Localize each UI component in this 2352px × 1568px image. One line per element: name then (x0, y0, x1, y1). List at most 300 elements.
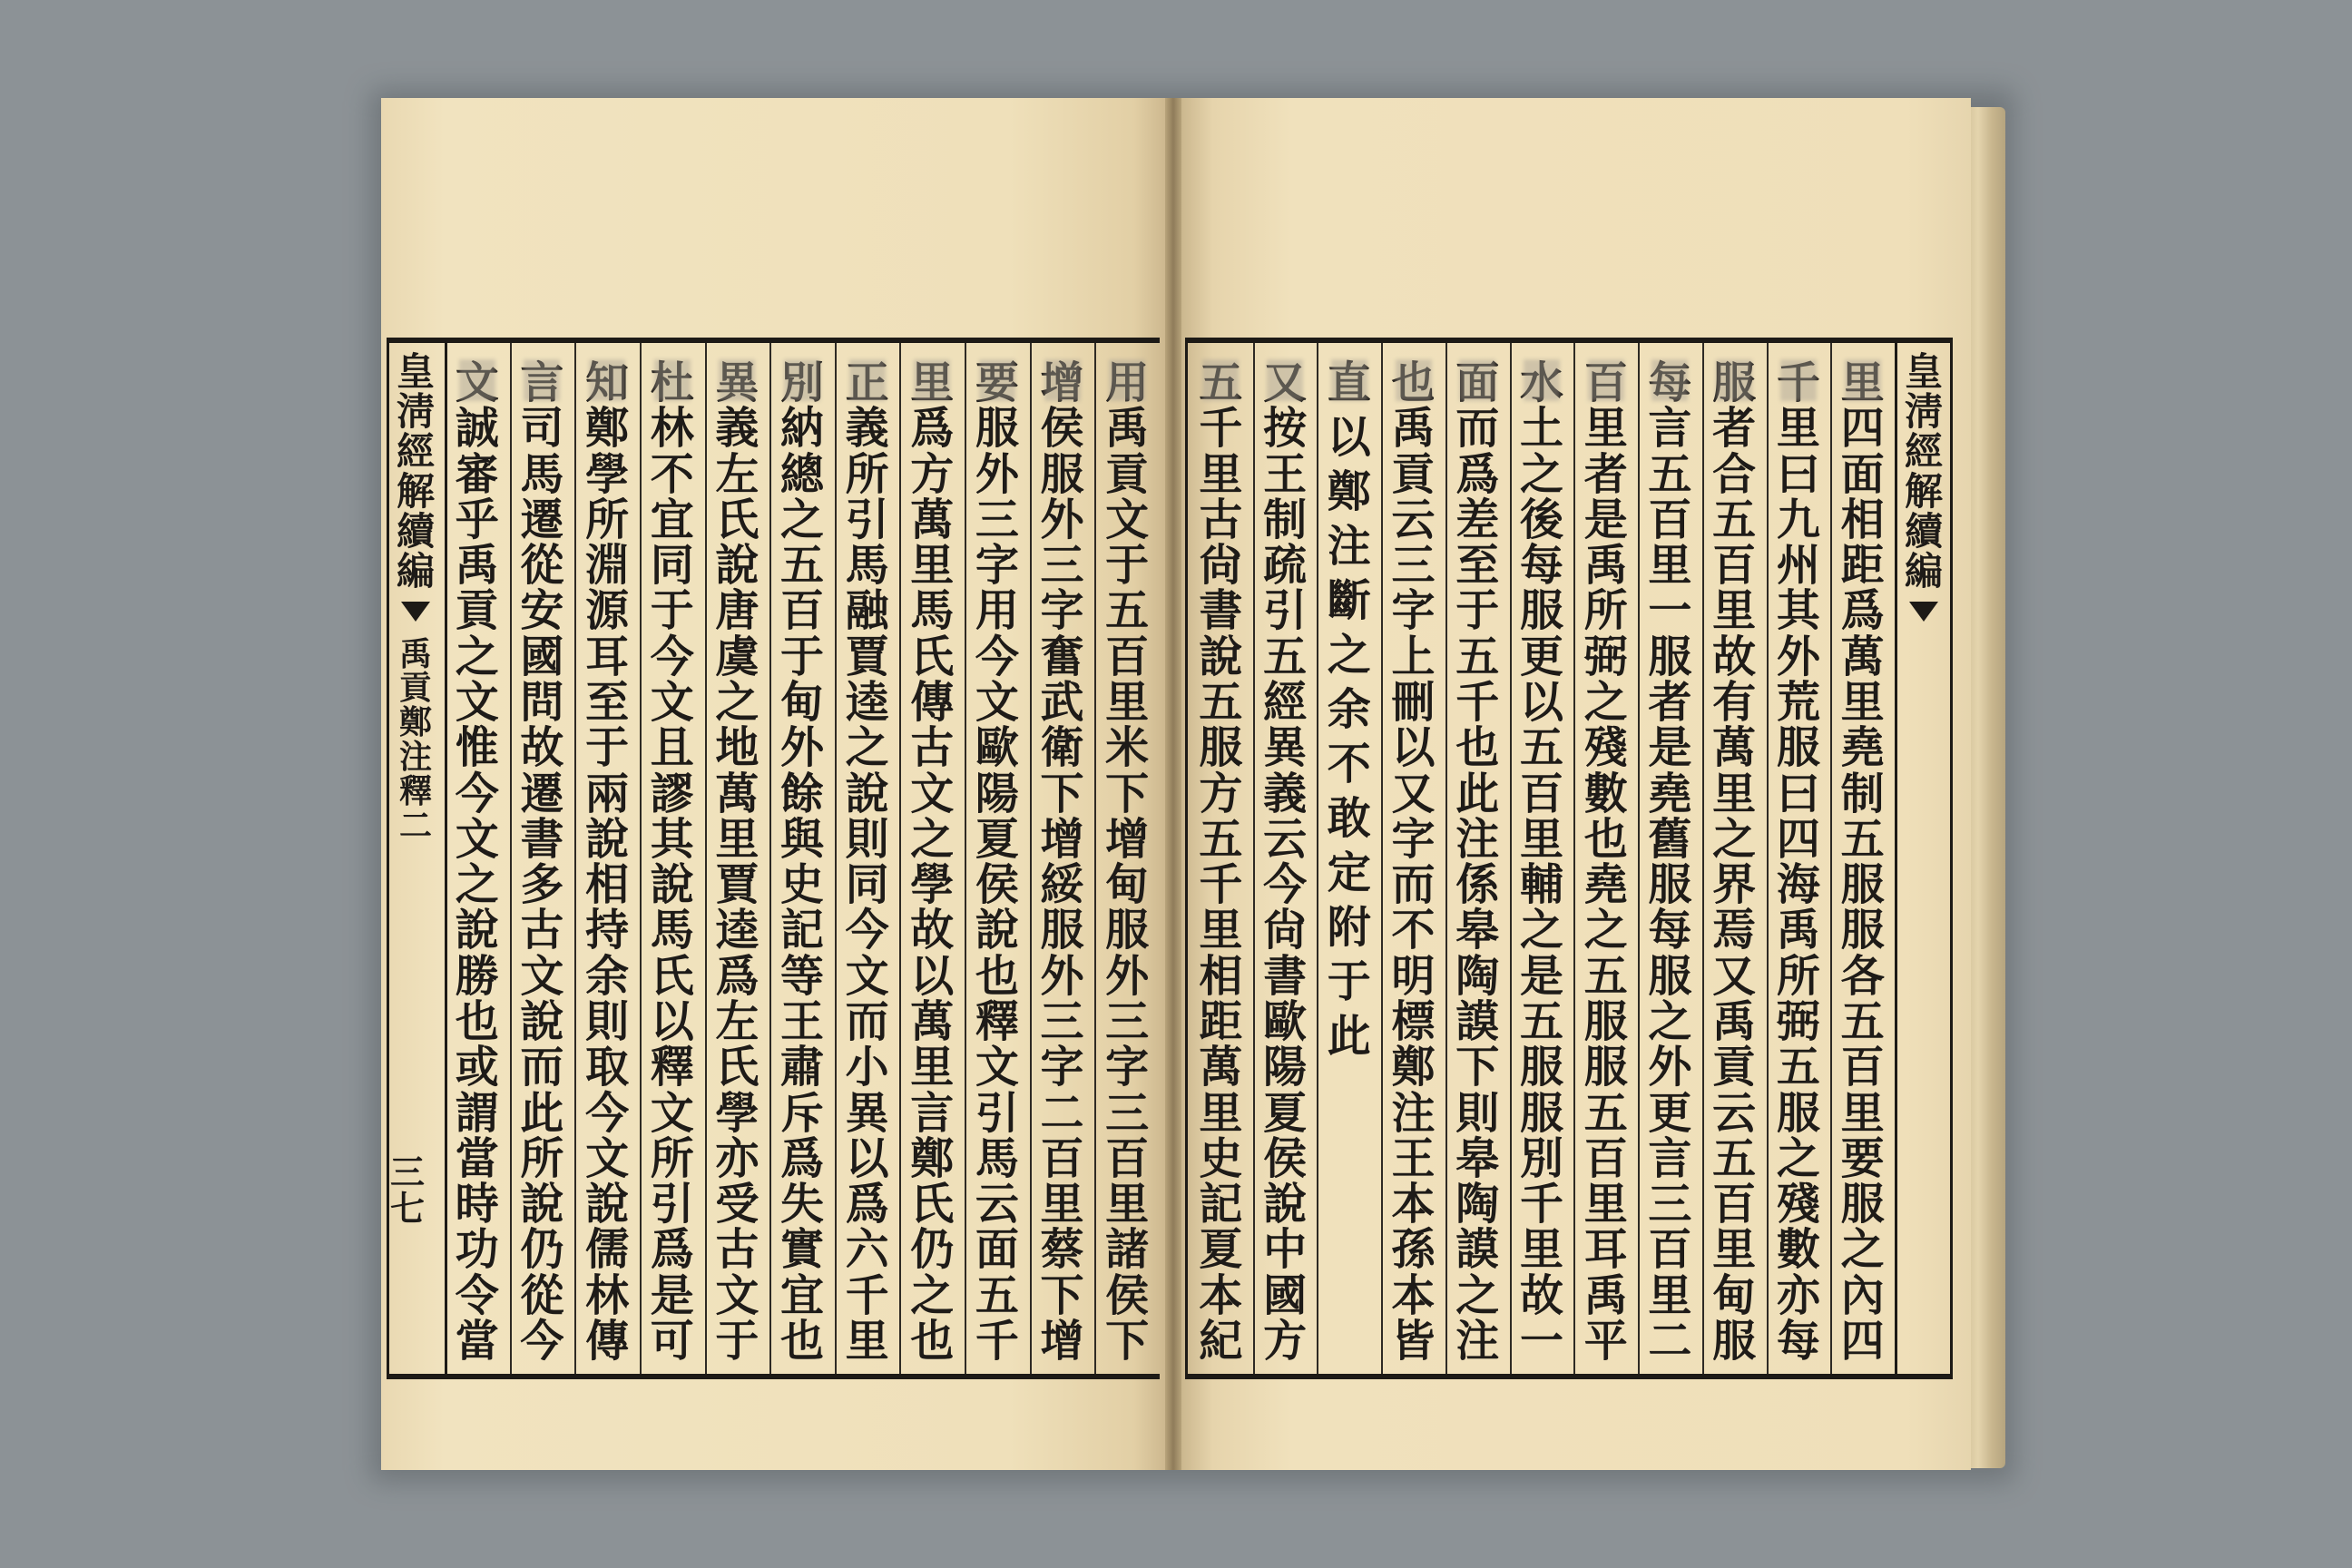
column-rule (1702, 343, 1704, 1374)
glyph: 異 (715, 358, 760, 408)
banxin-folio (390, 1152, 441, 1230)
fish-tail-mark (1909, 602, 1938, 622)
glyph: 以 (1519, 676, 1563, 728)
column-rule (1317, 343, 1318, 1374)
glyph: 弼 (1776, 995, 1820, 1047)
glyph: 從 (520, 1269, 564, 1321)
glyph: 淸 (1904, 389, 1943, 435)
glyph: 鄭 (910, 1132, 955, 1184)
glyph: 甸 (779, 676, 824, 728)
glyph: 文 (715, 1269, 760, 1321)
glyph: 相 (1840, 494, 1885, 545)
glyph: 持 (585, 905, 630, 956)
glyph: 賈 (845, 631, 889, 682)
glyph: 歐 (1263, 995, 1308, 1047)
glyph: 至 (1455, 540, 1500, 592)
glyph: 數 (1583, 768, 1628, 819)
glyph: 也 (779, 1315, 824, 1367)
glyph: 注 (1327, 521, 1371, 572)
glyph: 數 (1776, 1224, 1820, 1276)
glyph: 四 (1776, 813, 1820, 865)
text-column (510, 358, 575, 1367)
glyph: 又 (1263, 358, 1308, 408)
glyph: 與 (779, 813, 824, 865)
glyph: 鄭 (585, 403, 630, 455)
glyph: 里 (1712, 585, 1757, 637)
text-column (1702, 358, 1767, 1367)
glyph: 杜 (650, 358, 694, 408)
glyph: 尙 (1263, 905, 1308, 956)
glyph: 司 (520, 403, 564, 455)
glyph: 侯 (1263, 1132, 1308, 1184)
glyph: 國 (1263, 1269, 1308, 1321)
glyph: 蔡 (1040, 1224, 1084, 1276)
glyph: 五 (1199, 358, 1243, 408)
column-rule (899, 343, 901, 1374)
right-banxin (1898, 349, 1949, 1363)
glyph: 逵 (715, 905, 760, 956)
glyph: 五 (1583, 950, 1628, 1002)
glyph: 之 (1455, 1269, 1500, 1321)
glyph: 古 (520, 905, 564, 956)
glyph: 左 (715, 995, 760, 1047)
glyph: 平 (1583, 1315, 1628, 1367)
glyph: 里 (1583, 1179, 1628, 1230)
glyph: 上 (1391, 631, 1436, 682)
glyph: 于 (585, 722, 630, 774)
glyph: 則 (1455, 1087, 1500, 1139)
glyph: 書 (1199, 585, 1243, 637)
text-column (1094, 358, 1160, 1367)
text-column (1253, 358, 1318, 1367)
banxin-title (396, 349, 435, 594)
glyph: 今 (520, 1315, 564, 1367)
column-rule (640, 343, 642, 1374)
glyph: 之 (910, 1269, 955, 1321)
glyph: 按 (1263, 403, 1308, 455)
glyph: 也 (1455, 722, 1500, 774)
glyph: 則 (585, 995, 630, 1047)
glyph: 萬 (1840, 631, 1885, 682)
glyph: 里 (1105, 676, 1150, 728)
glyph: 傳 (910, 676, 955, 728)
glyph: 明 (1391, 950, 1436, 1002)
glyph: 者 (1583, 448, 1628, 500)
glyph: 三 (390, 1152, 426, 1193)
glyph: 以 (1391, 722, 1436, 774)
column-rule (1638, 343, 1640, 1374)
glyph: 續 (396, 509, 435, 554)
glyph: 當 (455, 1132, 499, 1184)
glyph: 于 (715, 1315, 760, 1367)
glyph: 百 (779, 585, 824, 637)
glyph: 林 (585, 1269, 630, 1321)
glyph: 五 (975, 1269, 1019, 1321)
glyph: 解 (1904, 469, 1943, 514)
glyph: 誠 (455, 403, 499, 455)
glyph: 下 (1040, 1269, 1084, 1321)
glyph: 增 (1040, 1315, 1084, 1367)
glyph: 陶 (1455, 1179, 1500, 1230)
glyph: 融 (845, 585, 889, 637)
glyph: 下 (1040, 768, 1084, 819)
glyph: 鄭 (1391, 1042, 1436, 1093)
glyph: 編 (396, 549, 435, 594)
glyph: 學 (715, 1087, 760, 1139)
glyph: 余 (1327, 684, 1371, 735)
glyph: 貢 (455, 585, 499, 637)
glyph: 則 (845, 813, 889, 865)
glyph: 說 (585, 813, 630, 865)
glyph: 源 (585, 585, 630, 637)
glyph: 每 (1648, 358, 1692, 408)
glyph: 審 (455, 448, 499, 500)
glyph: 氏 (910, 1179, 955, 1230)
glyph: 面 (1840, 448, 1885, 500)
glyph: 侯 (1105, 1269, 1150, 1321)
glyph: 書 (520, 813, 564, 865)
glyph: 肅 (779, 1042, 824, 1093)
glyph: 夏 (1199, 1224, 1243, 1276)
glyph: 字 (1040, 1042, 1084, 1093)
glyph: 以 (650, 995, 694, 1047)
glyph: 面 (1455, 358, 1500, 408)
glyph: 故 (1519, 1269, 1563, 1321)
glyph: 本 (1391, 1269, 1436, 1321)
glyph: 有 (1712, 676, 1757, 728)
glyph: 後 (1519, 494, 1563, 545)
glyph: 奮 (1040, 631, 1084, 682)
glyph: 今 (455, 768, 499, 819)
glyph: 字 (975, 540, 1019, 592)
text-column (1573, 358, 1638, 1367)
glyph: 仍 (520, 1224, 564, 1276)
glyph: 要 (1840, 1132, 1885, 1184)
glyph: 今 (585, 1087, 630, 1139)
glyph: 五 (1519, 722, 1563, 774)
glyph: 爲 (910, 403, 955, 455)
glyph: 義 (845, 403, 889, 455)
banxin-section-title (398, 634, 432, 845)
faded-glyph-mark (1109, 359, 1145, 401)
glyph: 此 (520, 1087, 564, 1139)
glyph: 字 (1391, 813, 1436, 865)
glyph: 氏 (910, 631, 955, 682)
glyph: 夏 (1263, 1087, 1308, 1139)
faded-glyph-mark (654, 359, 691, 401)
glyph: 仍 (910, 1224, 955, 1276)
glyph: 于 (1455, 585, 1500, 637)
glyph: 七 (390, 1188, 426, 1230)
glyph: 本 (1199, 1269, 1243, 1321)
glyph: 孫 (1391, 1224, 1436, 1276)
glyph: 取 (585, 1042, 630, 1093)
glyph: 方 (1199, 768, 1243, 819)
glyph: 時 (455, 1179, 499, 1230)
glyph: 相 (585, 859, 630, 911)
glyph: 也 (910, 1315, 955, 1367)
faded-glyph-mark (524, 359, 560, 401)
glyph: 服 (1583, 1042, 1628, 1093)
glyph: 引 (975, 1087, 1019, 1139)
glyph: 是 (1519, 950, 1563, 1002)
glyph: 陶 (1455, 950, 1500, 1002)
glyph: 里 (910, 358, 955, 408)
glyph: 二 (1040, 1087, 1084, 1139)
glyph: 于 (779, 631, 824, 682)
glyph: 之 (1712, 813, 1757, 865)
glyph: 總 (779, 448, 824, 500)
glyph: 其 (1776, 585, 1820, 637)
glyph: 海 (1776, 859, 1820, 911)
glyph: 受 (715, 1179, 760, 1230)
glyph: 增 (1040, 358, 1084, 408)
glyph: 禹 (1391, 403, 1436, 455)
glyph: 萬 (910, 494, 955, 545)
glyph: 夏 (975, 813, 1019, 865)
glyph: 三 (1040, 995, 1084, 1047)
glyph: 里 (1040, 1179, 1084, 1230)
glyph: 皋 (1455, 905, 1500, 956)
glyph: 書 (1263, 950, 1308, 1002)
column-rule (1446, 343, 1447, 1374)
glyph: 服 (1648, 950, 1692, 1002)
glyph: 服 (1840, 859, 1885, 911)
glyph: 里 (1199, 905, 1243, 956)
glyph: 說 (845, 768, 889, 819)
glyph: 百 (1583, 358, 1628, 408)
glyph: 是 (650, 1269, 694, 1321)
glyph: 馬 (650, 905, 694, 956)
glyph: 增 (1040, 813, 1084, 865)
glyph: 堯 (1583, 859, 1628, 911)
glyph: 千 (845, 1269, 889, 1321)
glyph: 堯 (1648, 768, 1692, 819)
column-rule (1253, 343, 1255, 1374)
glyph: 氏 (715, 1042, 760, 1093)
faded-glyph-mark (719, 359, 755, 401)
glyph: 各 (1840, 950, 1885, 1002)
glyph: 合 (1712, 448, 1757, 500)
column-rule (965, 343, 966, 1374)
faded-glyph-mark (1202, 359, 1239, 401)
glyph: 馬 (845, 540, 889, 592)
glyph: 所 (585, 494, 630, 545)
glyph: 貢 (1391, 448, 1436, 500)
glyph: 服 (1583, 995, 1628, 1047)
glyph: 武 (1040, 676, 1084, 728)
glyph: 服 (1199, 722, 1243, 774)
glyph: 服 (1519, 1087, 1563, 1139)
glyph: 土 (1519, 403, 1563, 455)
glyph: 里 (1519, 813, 1563, 865)
glyph: 云 (1391, 494, 1436, 545)
glyph: 言 (520, 358, 564, 408)
faded-glyph-mark (1524, 359, 1560, 401)
glyph: 里 (910, 1042, 955, 1093)
glyph: 淸 (396, 389, 435, 435)
right-frame-border (1950, 343, 1953, 1374)
glyph: 王 (1391, 1132, 1436, 1184)
glyph: 三 (1040, 540, 1084, 592)
glyph: 林 (650, 403, 694, 455)
glyph: 云 (1712, 1087, 1757, 1139)
glyph: 外 (1648, 1042, 1692, 1093)
glyph: 所 (1776, 950, 1820, 1002)
faded-glyph-mark (914, 359, 950, 401)
faded-glyph-mark (589, 359, 625, 401)
glyph: 遷 (520, 494, 564, 545)
glyph: 釋 (975, 995, 1019, 1047)
glyph: 多 (520, 859, 564, 911)
glyph: 經 (1904, 429, 1943, 475)
glyph: 外 (1040, 950, 1084, 1002)
glyph: 遷 (520, 768, 564, 819)
glyph: 逵 (845, 676, 889, 728)
glyph: 百 (1105, 631, 1150, 682)
glyph: 令 (455, 1269, 499, 1321)
glyph: 爲 (1455, 448, 1500, 500)
glyph: 相 (1199, 950, 1243, 1002)
glyph: 之 (455, 859, 499, 911)
fish-tail-mark (401, 602, 430, 622)
glyph: 六 (845, 1224, 889, 1276)
glyph: 乎 (455, 494, 499, 545)
glyph: 解 (396, 469, 435, 514)
column-rule (1573, 343, 1575, 1374)
glyph: 侯 (975, 859, 1019, 911)
faded-glyph-mark (1716, 359, 1752, 401)
glyph: 米 (1105, 722, 1150, 774)
glyph: 諸 (1105, 1224, 1150, 1276)
glyph: 千 (1519, 1179, 1563, 1230)
glyph: 服 (975, 403, 1019, 455)
glyph: 言 (1648, 1132, 1692, 1184)
glyph: 增 (1105, 813, 1150, 865)
glyph: 紀 (1199, 1315, 1243, 1367)
glyph: 者 (1648, 676, 1692, 728)
glyph: 里 (1712, 1224, 1757, 1276)
glyph: 弼 (1583, 631, 1628, 682)
glyph: 里 (1776, 403, 1820, 455)
glyph: 說 (715, 540, 760, 592)
glyph: 曰 (1776, 448, 1820, 500)
glyph: 本 (1391, 1179, 1436, 1230)
glyph: 同 (845, 859, 889, 911)
glyph: 用 (975, 585, 1019, 637)
glyph: 里 (910, 540, 955, 592)
glyph: 之 (779, 494, 824, 545)
glyph: 文 (455, 676, 499, 728)
glyph: 爲 (779, 1132, 824, 1184)
glyph: 說 (520, 1179, 564, 1230)
glyph: 謬 (650, 768, 694, 819)
glyph: 注 (1391, 1087, 1436, 1139)
glyph: 記 (779, 905, 824, 956)
glyph: 古 (1199, 494, 1243, 545)
glyph: 釋 (650, 1042, 694, 1093)
glyph: 說 (455, 905, 499, 956)
glyph: 萬 (1199, 1042, 1243, 1093)
glyph: 九 (1776, 494, 1820, 545)
glyph: 古 (910, 722, 955, 774)
glyph: 字 (1040, 585, 1084, 637)
glyph: 正 (845, 358, 889, 408)
glyph: 文 (585, 1132, 630, 1184)
glyph: 甸 (1105, 859, 1150, 911)
glyph: 服 (1648, 859, 1692, 911)
glyph: 里 (1840, 1087, 1885, 1139)
glyph: 制 (1263, 494, 1308, 545)
glyph: 故 (910, 905, 955, 956)
glyph: 字 (1105, 1042, 1150, 1093)
glyph: 又 (1391, 768, 1436, 819)
glyph: 標 (1391, 995, 1436, 1047)
glyph: 里 (1199, 1087, 1243, 1139)
glyph: 之 (1583, 676, 1628, 728)
glyph: 之 (1327, 630, 1371, 681)
glyph: 五 (1263, 631, 1308, 682)
glyph: 里 (1583, 403, 1628, 455)
glyph: 亦 (1776, 1269, 1820, 1321)
glyph: 附 (1327, 902, 1371, 953)
glyph: 更 (1519, 631, 1563, 682)
glyph: 里 (1712, 768, 1757, 819)
glyph: 爲 (1840, 585, 1885, 637)
glyph: 外 (1105, 950, 1150, 1002)
glyph: 引 (1263, 585, 1308, 637)
glyph: 是 (1583, 494, 1628, 545)
faded-glyph-mark (979, 359, 1015, 401)
glyph: 里 (1105, 1179, 1150, 1230)
glyph: 要 (975, 358, 1019, 408)
glyph: 皇 (396, 349, 435, 394)
glyph: 百 (1840, 1042, 1885, 1093)
glyph: 五 (1712, 1132, 1757, 1184)
glyph: 五 (1519, 995, 1563, 1047)
glyph: 儒 (585, 1224, 630, 1276)
glyph: 荒 (1776, 676, 1820, 728)
glyph: 失 (779, 1179, 824, 1230)
glyph: 禹 (1583, 540, 1628, 592)
glyph: 之 (1776, 1132, 1820, 1184)
glyph: 從 (520, 540, 564, 592)
glyph: 里 (1840, 358, 1885, 408)
glyph: 余 (585, 950, 630, 1002)
glyph: 之 (1840, 1224, 1885, 1276)
faded-glyph-mark (1267, 359, 1303, 401)
glyph: 百 (1105, 1132, 1150, 1184)
glyph: 千 (1455, 676, 1500, 728)
glyph: 千 (1199, 403, 1243, 455)
glyph: 侯 (1040, 403, 1084, 455)
glyph: 用 (1105, 358, 1150, 408)
text-column (1030, 358, 1095, 1367)
glyph: 國 (520, 631, 564, 682)
column-rule (769, 343, 771, 1374)
glyph: 方 (1263, 1315, 1308, 1367)
glyph: 綏 (1040, 859, 1084, 911)
glyph: 而 (845, 995, 889, 1047)
glyph: 鄭 (1327, 466, 1371, 517)
glyph: 此 (1327, 1011, 1371, 1062)
glyph: 耳 (1583, 1224, 1628, 1276)
faded-glyph-mark (1588, 359, 1624, 401)
text-column (1189, 358, 1253, 1367)
column-rule (1767, 343, 1769, 1374)
glyph: 里 (1648, 540, 1692, 592)
glyph: 馬 (520, 448, 564, 500)
